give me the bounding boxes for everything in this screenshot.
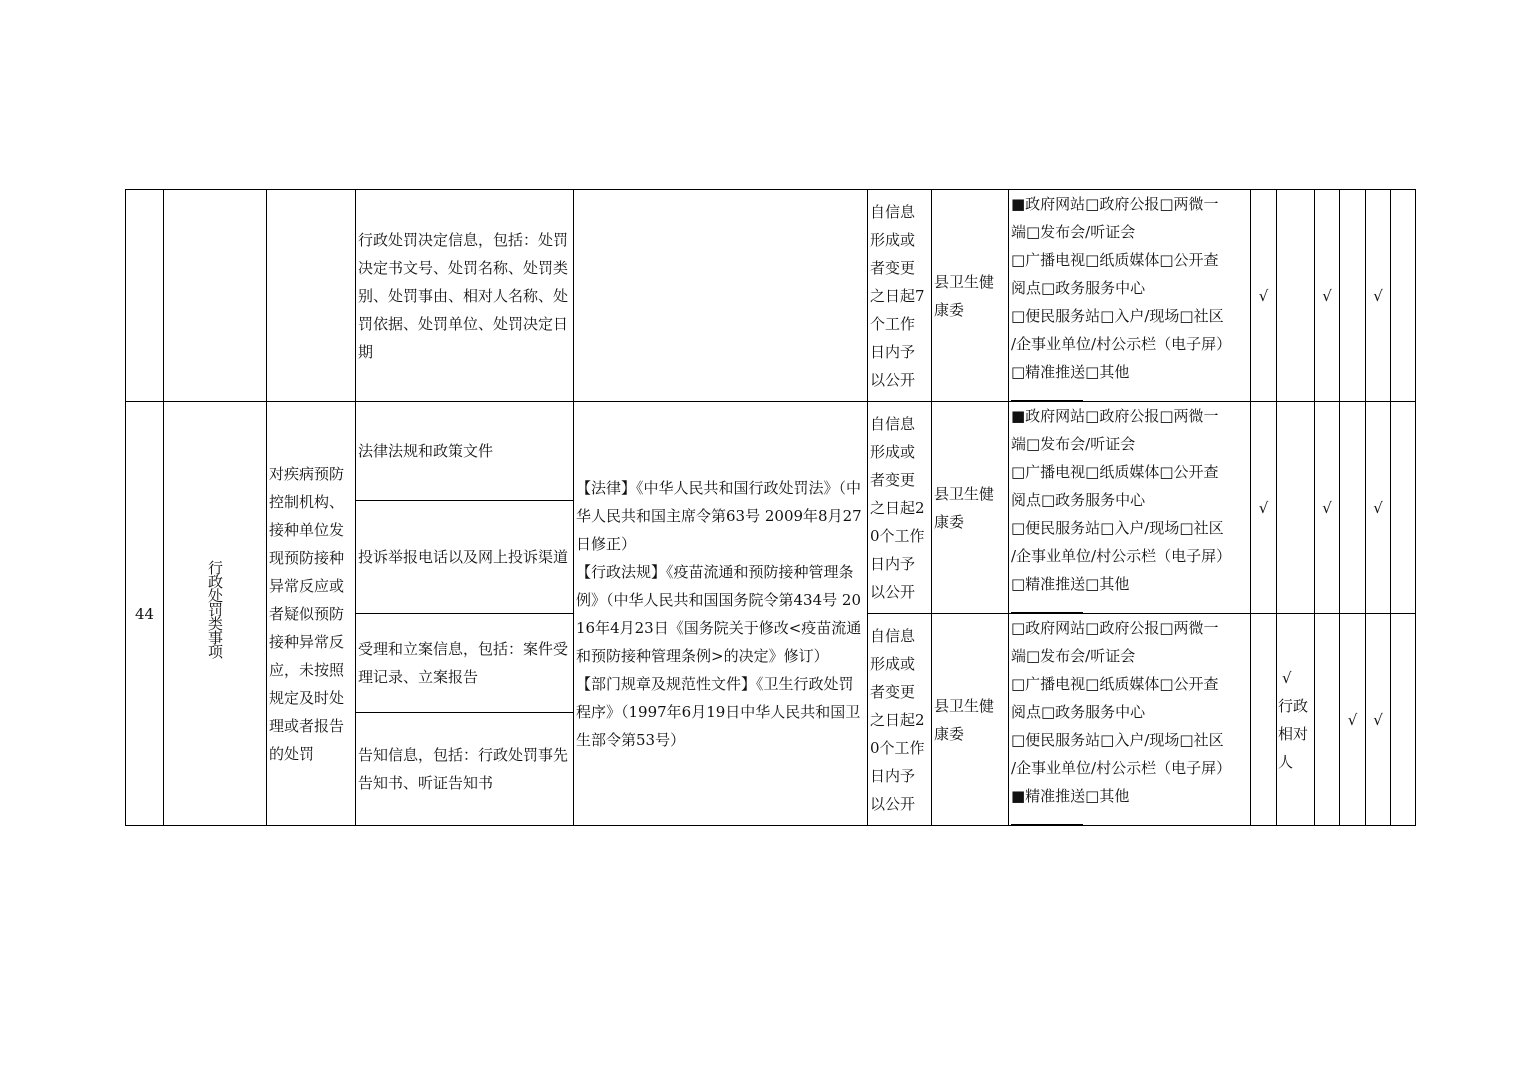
basis-rules: 【部门规章及规范性文件】《卫生行政处罚程序》（1997年6月19日中华人民共和国卫生部令第53号） xyxy=(576,674,861,749)
channel-line: ■政府网站□政府公报□两微一 xyxy=(1011,407,1219,425)
check-cell: √ xyxy=(1366,614,1391,826)
basis-cell xyxy=(574,190,868,402)
channel-line: □精准推送□其他 xyxy=(1011,358,1248,401)
time-limit-cell: 自信息形成或者变更之日起20个工作日内予以公开 xyxy=(868,614,932,826)
check-cell: √ xyxy=(1315,190,1340,402)
check-cell: √ xyxy=(1340,614,1366,826)
content-cell: 法律法规和政策文件 xyxy=(356,402,574,501)
check-cell: √ xyxy=(1315,402,1340,614)
channel-line: 端□发布会/听证会 xyxy=(1011,647,1136,665)
channel-line: □精准推送□其他 xyxy=(1011,570,1248,613)
subject-cell: 县卫生健康委 xyxy=(932,190,1009,402)
blank-underline xyxy=(1011,810,1083,825)
channel-line: □便民服务站□入户/现场□社区 xyxy=(1011,307,1224,325)
number-cell xyxy=(126,190,164,402)
channel-line: /企事业单位/村公示栏（电子屏） xyxy=(1011,335,1232,353)
channel-line: □便民服务站□入户/现场□社区 xyxy=(1011,731,1224,749)
channel-line: □广播电视□纸质媒体□公开查 xyxy=(1011,463,1219,481)
channel-line: □广播电视□纸质媒体□公开查 xyxy=(1011,251,1219,269)
check-cell xyxy=(1277,402,1315,614)
check-cell: √ xyxy=(1366,402,1391,614)
scope-note: 行政相对人 xyxy=(1278,696,1309,771)
channel-line: ■精准推送□其他 xyxy=(1011,782,1248,825)
check-mark: √ xyxy=(1282,668,1292,687)
check-cell xyxy=(1251,614,1277,826)
channels-cell xyxy=(1009,402,1251,614)
blank-underline xyxy=(1011,386,1083,401)
channel-line: 阅点□政务服务中心 xyxy=(1011,703,1146,721)
check-cell xyxy=(1391,402,1416,614)
channel-line: □政府网站□政府公报□两微一 xyxy=(1011,619,1219,637)
content-cell: 行政处罚决定信息，包括：处罚决定书文号、处罚名称、处罚类别、处罚事由、相对人名称、处罚依据、处罚单位、处罚决定日期 xyxy=(356,190,574,402)
table-row xyxy=(126,402,1416,501)
channel-line: □便民服务站□入户/现场□社区 xyxy=(1011,519,1224,537)
item-number: 44 xyxy=(126,402,164,826)
check-cell-scope xyxy=(1277,614,1315,826)
channel-line: 端□发布会/听证会 xyxy=(1011,435,1136,453)
channels-cell xyxy=(1009,190,1251,402)
table-row xyxy=(126,190,1416,402)
channel-line: □广播电视□纸质媒体□公开查 xyxy=(1011,675,1219,693)
check-cell xyxy=(1340,190,1366,402)
check-cell xyxy=(1340,402,1366,614)
subject-cell: 县卫生健康委 xyxy=(932,614,1009,826)
check-cell xyxy=(1391,190,1416,402)
channel-line: 端□发布会/听证会 xyxy=(1011,223,1136,241)
channel-line: 阅点□政务服务中心 xyxy=(1011,491,1146,509)
content-cell: 投诉举报电话以及网上投诉渠道 xyxy=(356,500,574,614)
check-cell xyxy=(1277,190,1315,402)
time-limit-cell: 自信息形成或者变更之日起7个工作日内予以公开 xyxy=(868,190,932,402)
content-cell: 告知信息，包括：行政处罚事先告知书、听证告知书 xyxy=(356,713,574,826)
check-cell: √ xyxy=(1366,190,1391,402)
check-cell: √ xyxy=(1251,402,1277,614)
category-cell xyxy=(164,190,267,402)
item-matter: 对疾病预防控制机构、接种单位发现预防接种异常反应或者疑似预防接种异常反应，未按照规定及时处理或者报告的处罚 xyxy=(267,402,356,826)
channel-line: ■政府网站□政府公报□两微一 xyxy=(1011,195,1219,213)
channels-cell xyxy=(1009,614,1251,826)
basis-regulation: 【行政法规】《疫苗流通和预防接种管理条例》（中华人民共和国国务院令第434号 2016年4月23日《国务院关于修改<疫苗流通和预防接种管理条例>的决定》修订） xyxy=(576,562,862,665)
disclosure-table xyxy=(125,189,1416,826)
subject-cell: 县卫生健康委 xyxy=(932,402,1009,614)
channel-line: /企事业单位/村公示栏（电子屏） xyxy=(1011,759,1232,777)
check-cell: √ xyxy=(1251,190,1277,402)
check-cell xyxy=(1391,614,1416,826)
check-cell xyxy=(1315,614,1340,826)
item-category: 行政处罚类事项 xyxy=(164,402,267,826)
channel-line: /企事业单位/村公示栏（电子屏） xyxy=(1011,547,1232,565)
basis-cell xyxy=(574,402,868,826)
matter-cell xyxy=(267,190,356,402)
basis-law: 【法律】《中华人民共和国行政处罚法》（中华人民共和国主席令第63号 2009年8月27日修正） xyxy=(576,478,862,553)
time-limit-cell: 自信息形成或者变更之日起20个工作日内予以公开 xyxy=(868,402,932,614)
channel-line: 阅点□政务服务中心 xyxy=(1011,279,1146,297)
blank-underline xyxy=(1011,598,1083,613)
content-cell: 受理和立案信息，包括：案件受理记录、立案报告 xyxy=(356,614,574,713)
